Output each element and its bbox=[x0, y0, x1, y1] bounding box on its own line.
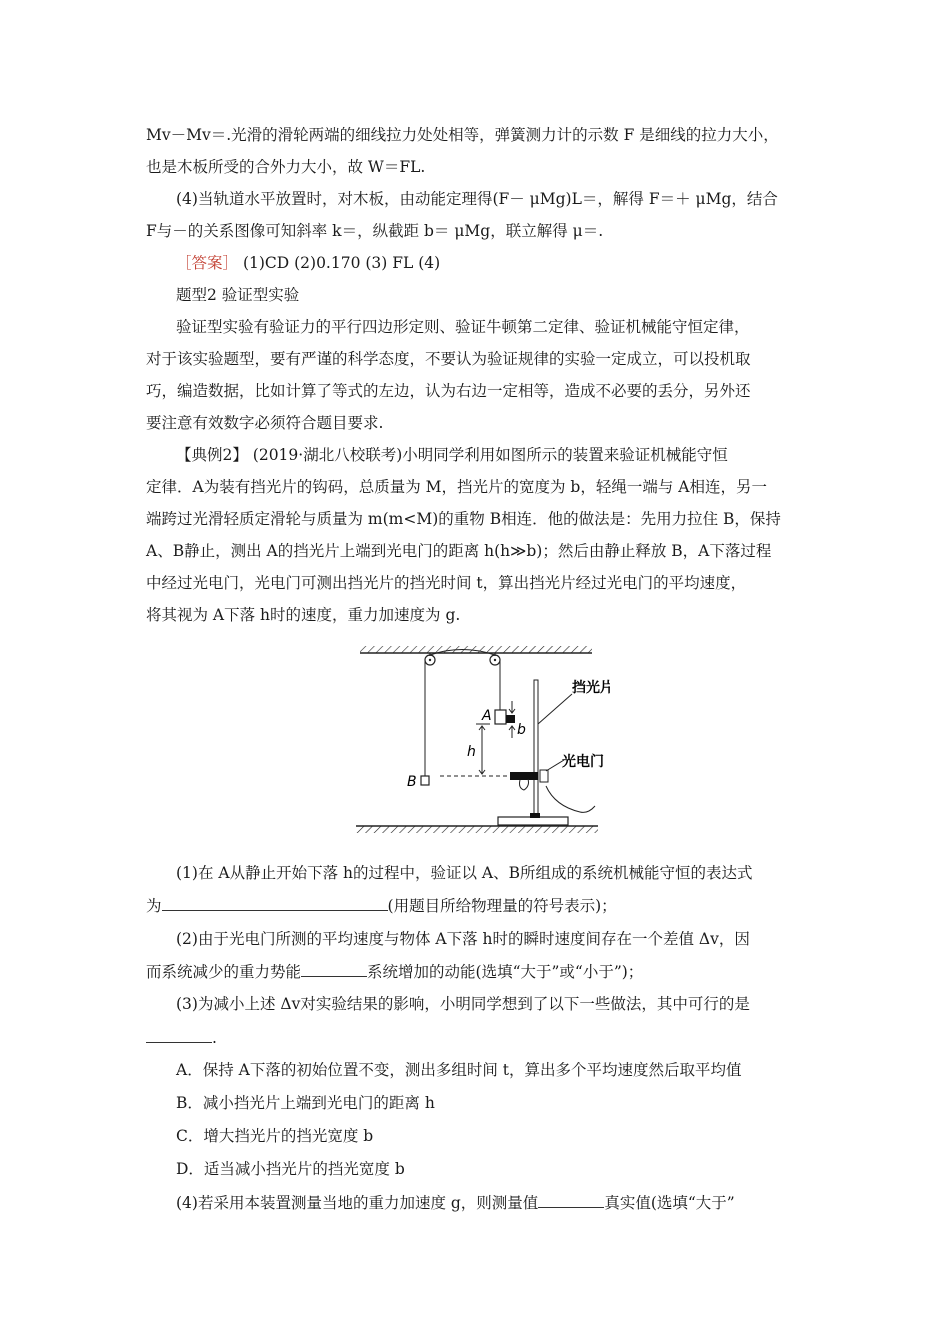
q2-suffix: 系统增加的动能(选填“大于”或“小于”)； bbox=[367, 963, 644, 981]
label-a-weight: A bbox=[482, 708, 492, 724]
text-line: 将其视为 A下落 h时的速度，重力加速度为 g. bbox=[146, 606, 461, 624]
text-line: F与－的关系图像可知斜率 k＝，纵截距 b＝ μMg，联立解得 μ＝. bbox=[146, 222, 604, 240]
label-shade-plate: 挡光片 bbox=[572, 680, 610, 696]
label-h: h bbox=[467, 744, 476, 760]
text-line: A、B静止，测出 A的挡光片上端到光电门的距离 h(h≫b)；然后由静止释放 B，A下落过程 bbox=[146, 542, 772, 560]
text-line: 验证型实验有验证力的平行四边形定则、验证牛顿第二定律、验证机械能守恒定律， bbox=[176, 318, 750, 336]
text-line: 对于该实验题型，要有严谨的科学态度，不要认为验证规律的实验一定成立，可以投机取 bbox=[146, 350, 751, 368]
answer-blank-1[interactable] bbox=[162, 894, 388, 911]
stand-base bbox=[498, 817, 568, 825]
apparatus-figure bbox=[350, 636, 610, 848]
label-b-weight: B bbox=[407, 774, 417, 790]
answer-line bbox=[176, 252, 440, 274]
option-b: B．减小挡光片上端到光电门的距离 h bbox=[176, 1094, 435, 1112]
example-heading: 【典例2】 (2019·湖北八校联考)小明同学利用如图所示的装置来验证机械能守恒 bbox=[176, 446, 728, 464]
leader-shade bbox=[538, 694, 572, 724]
question-3: (3)为减小上述 Δv对实验结果的影响，小明同学想到了以下一些做法，其中可行的是 bbox=[176, 995, 750, 1013]
photogate-clamp bbox=[540, 770, 548, 782]
answer-blank-4[interactable] bbox=[538, 1191, 604, 1208]
question-1: (1)在 A从静止开始下落 h的过程中，验证以 A、B所组成的系统机械能守恒的表达式 bbox=[176, 864, 753, 882]
q1-prefix: 为 bbox=[146, 897, 162, 915]
weight-a bbox=[495, 710, 506, 724]
answer-blank-2[interactable] bbox=[301, 960, 367, 977]
question-1-blank-line bbox=[146, 894, 617, 917]
answer-blank-3[interactable] bbox=[146, 1026, 212, 1043]
width-arrow-top bbox=[509, 701, 515, 713]
answer-tag: ［答案］ bbox=[176, 254, 239, 272]
text-line: Mv－Mv＝.光滑的滑轮两端的细线拉力处处相等，弹簧测力计的示数 F 是细线的拉力大小， bbox=[146, 126, 779, 144]
label-b-width: b bbox=[517, 722, 526, 738]
text-line: 巧，编造数据，比如计算了等式的左边，认为右边一定相等，造成不必要的丢分，另外还 bbox=[146, 382, 751, 400]
photogate-hook bbox=[520, 779, 529, 790]
q3-suffix: . bbox=[212, 1029, 217, 1047]
text-line: (4)当轨道水平放置时，对木板，由动能定理得(F－ μMg)L＝，解得 F＝＋ μMg，结合 bbox=[176, 190, 778, 208]
q2-prefix: 而系统减少的重力势能 bbox=[146, 963, 302, 981]
text-line: 中经过光电门，光电门可测出挡光片的挡光时间 t，算出挡光片经过光电门的平均速度， bbox=[146, 574, 747, 592]
answer-body: (1)CD (2)0.170 (3) FL (4) bbox=[238, 254, 441, 272]
photogate bbox=[510, 772, 538, 780]
text-line: 也是木板所受的合外力大小，故 W＝FL. bbox=[146, 158, 426, 176]
question-3-blank-line bbox=[146, 1026, 217, 1049]
question-4 bbox=[176, 1191, 735, 1214]
ceiling bbox=[360, 646, 592, 653]
option-a: A．保持 A下落的初始位置不变，测出多组时间 t，算出多个平均速度然后取平均值 bbox=[176, 1061, 742, 1079]
photogate-cable bbox=[546, 786, 595, 812]
option-d: D．适当减小挡光片的挡光宽度 b bbox=[176, 1160, 405, 1178]
text-line: 端跨过光滑轻质定滑轮与质量为 m(m<M)的重物 B相连．他的做法是：先用力拉住 B，保持 bbox=[146, 510, 781, 528]
text-line: 要注意有效数字必须符合题目要求. bbox=[146, 414, 384, 432]
apparatus-diagram bbox=[350, 636, 610, 848]
base-clamp bbox=[530, 813, 540, 818]
stand-pole bbox=[534, 680, 538, 818]
option-c: C．增大挡光片的挡光宽度 b bbox=[176, 1127, 374, 1145]
question-2-blank-line bbox=[146, 960, 643, 983]
shade-plate bbox=[506, 715, 515, 723]
ground bbox=[356, 826, 598, 833]
h-dimension-arrow bbox=[479, 726, 485, 774]
label-photogate: 光电门 bbox=[562, 754, 604, 770]
q1-suffix: (用题目所给物理量的符号表示)； bbox=[387, 897, 617, 915]
q4-suffix: 真实值(选填“大于” bbox=[604, 1194, 735, 1212]
text-line: 定律．A为装有挡光片的钩码，总质量为 M，挡光片的宽度为 b，轻绳一端与 A相连，另一 bbox=[146, 478, 767, 496]
q4-prefix: (4)若采用本装置测量当地的重力加速度 g，则测量值 bbox=[176, 1194, 539, 1212]
question-2: (2)由于光电门所测的平均速度与物体 A下落 h时的瞬时速度间存在一个差值 Δv，因 bbox=[176, 930, 750, 948]
section-title: 题型2 验证型实验 bbox=[176, 286, 300, 304]
width-arrow-bottom bbox=[509, 726, 515, 738]
weight-b bbox=[421, 776, 429, 785]
